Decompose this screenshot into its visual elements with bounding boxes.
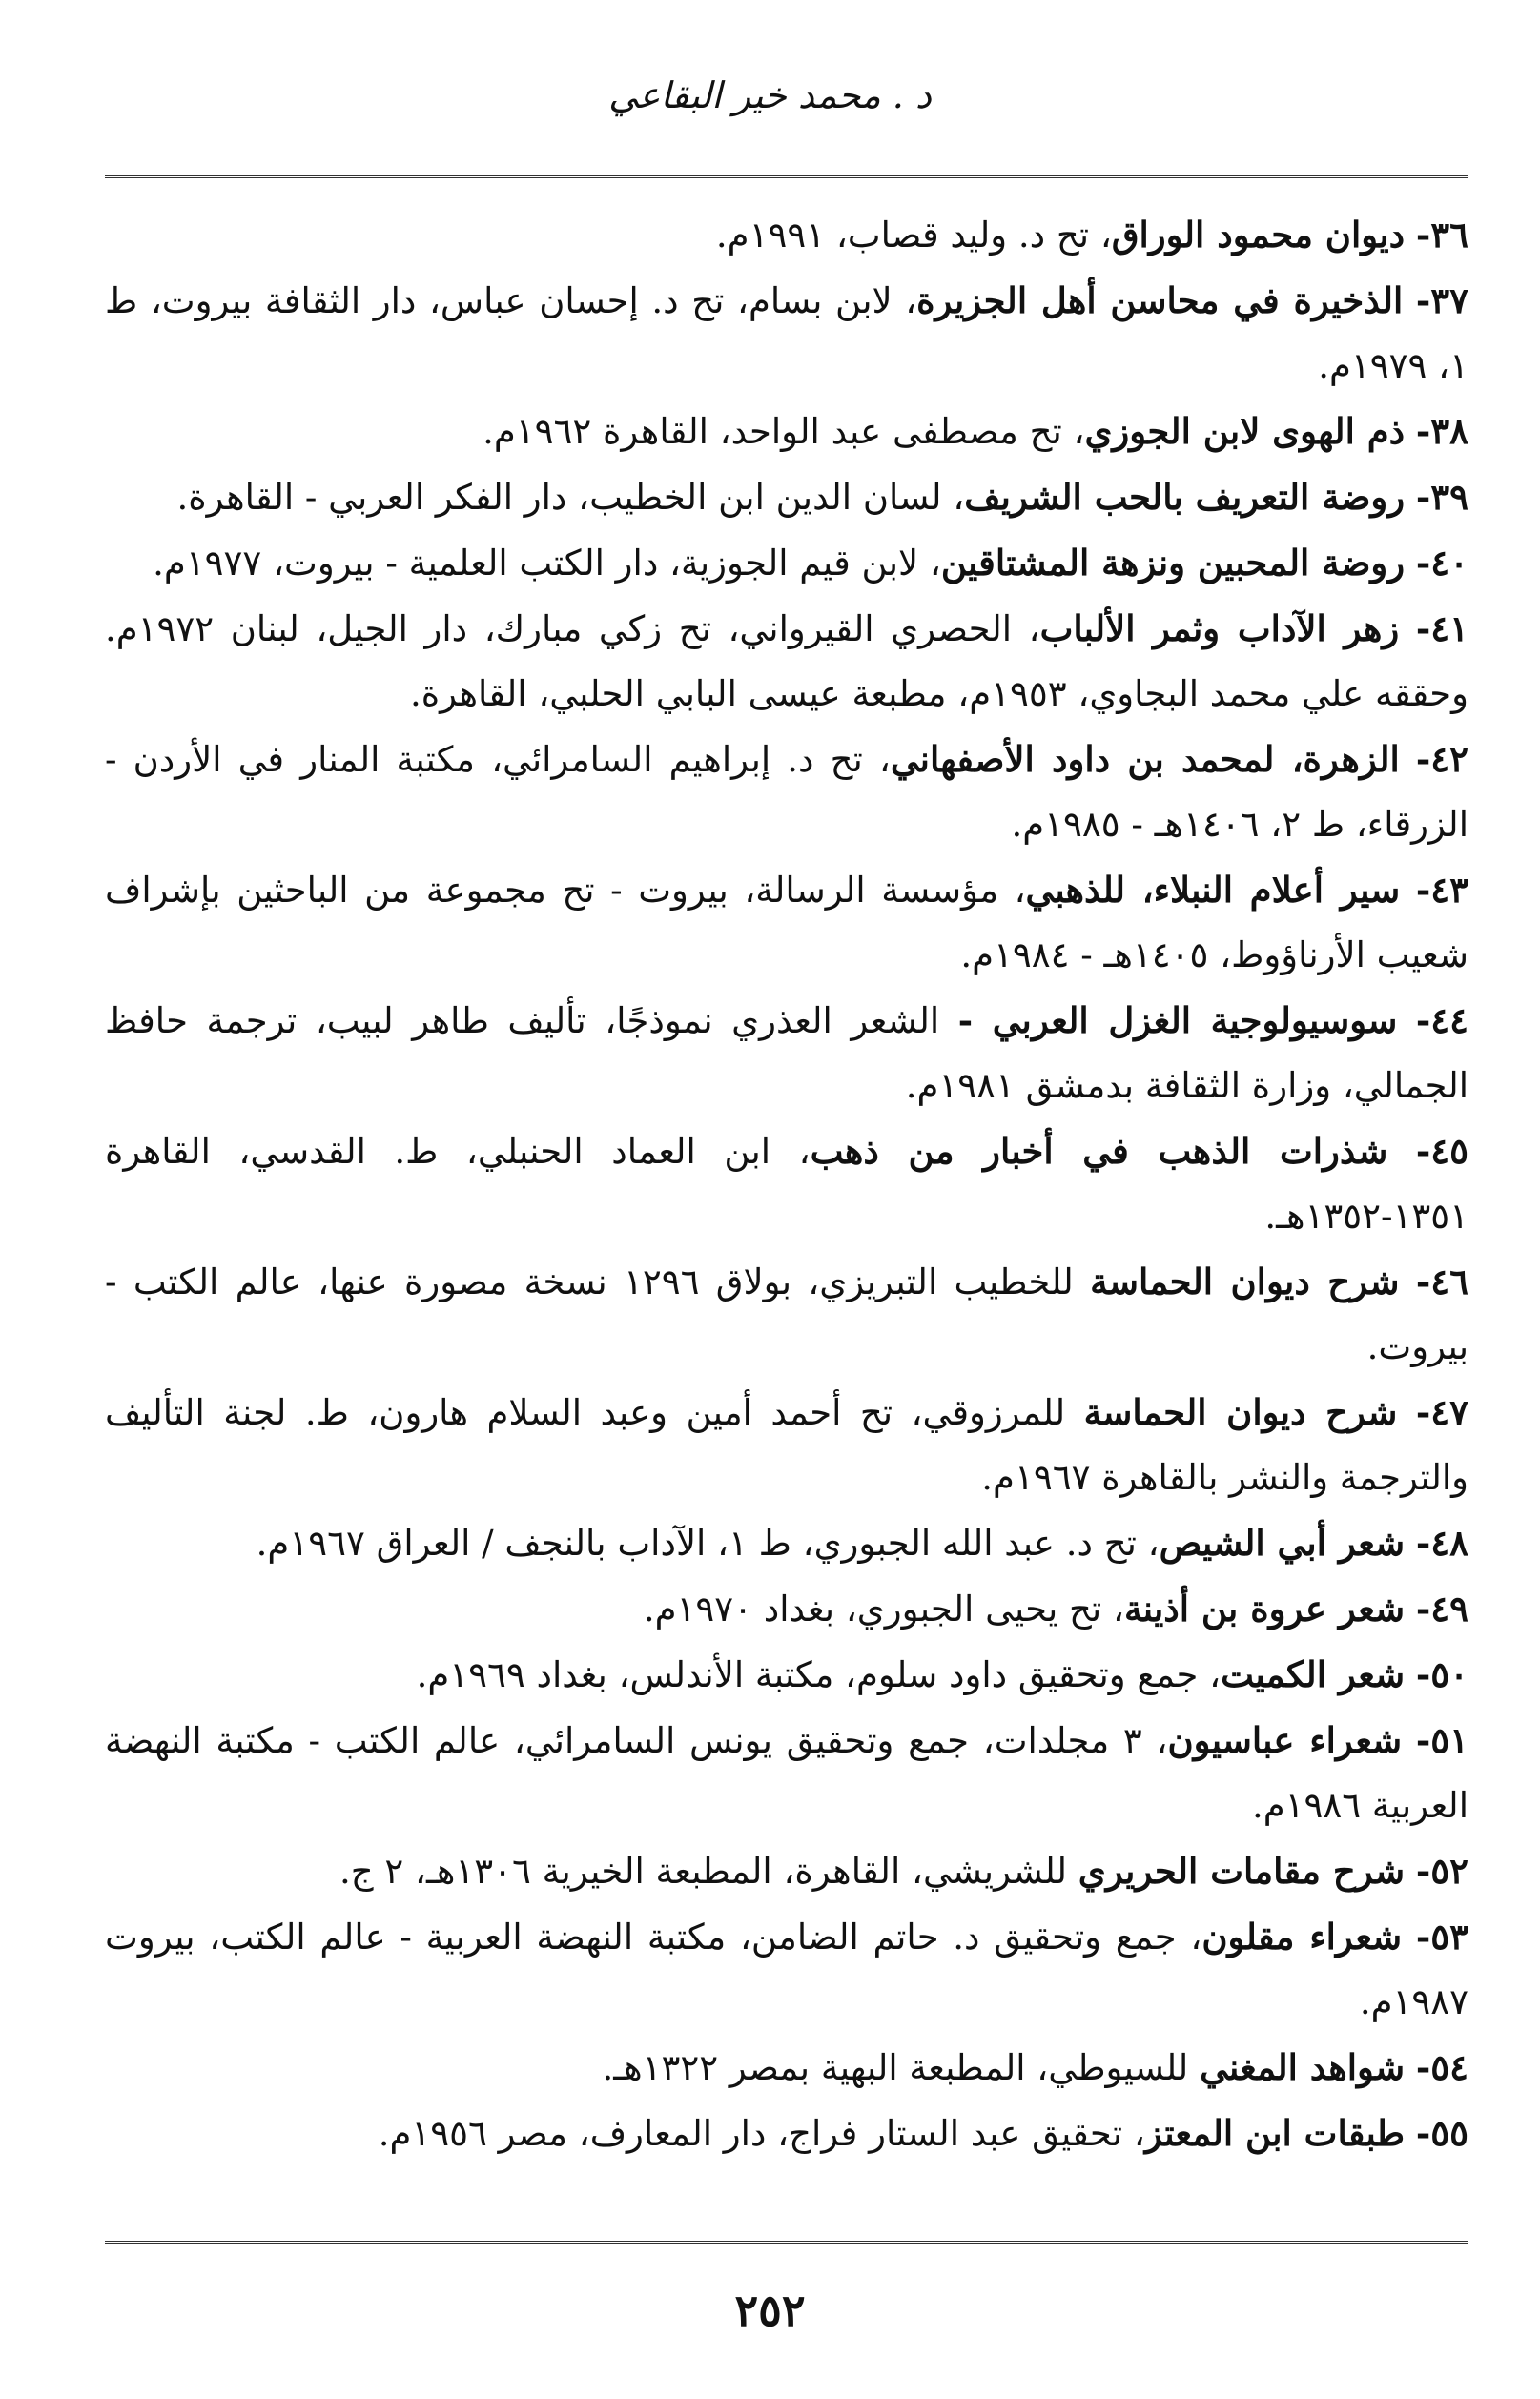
entry-number: ٤٨- (1415, 1522, 1468, 1564)
entry-title: روضة المحبين ونزهة المشتاقين (940, 542, 1406, 584)
entry-title: شرح مقامات الحريري (1078, 1850, 1406, 1892)
entry-details: الشعر العذري نموذجًا، تأليف طاهر لبيب، ترجمة حافظ الجمالي، وزارة الثقافة بدمشق ١٩٨١م. (105, 1000, 1468, 1106)
entry-number: ٥٤- (1415, 2046, 1468, 2088)
bibliography-entry (105, 1576, 1468, 1642)
entry-details: ، تحقيق عبد الستار فراج، دار المعارف، مصر ١٩٥٦م. (378, 2113, 1145, 2154)
bibliography-entry (105, 399, 1468, 464)
entry-number: ٤٥- (1415, 1130, 1469, 1172)
entry-details: ، جمع وتحقيق داود سلوم، مكتبة الأندلس، بغداد ١٩٦٩م. (416, 1654, 1222, 1695)
entry-title: زهر الآداب وثمر الألباب (1039, 607, 1400, 649)
entry-title: ديوان محمود الوراق (1111, 214, 1406, 256)
bibliography-entry (105, 1904, 1468, 2035)
entry-number: ٣٩- (1415, 476, 1468, 518)
bibliography-list (105, 202, 1468, 2166)
entry-details: ، تح د. إبراهيم السامرائي، مكتبة المنار في الأردن - الزرقاء، ط ٢، ١٤٠٦هـ - ١٩٨٥م. (105, 739, 1468, 845)
entry-details: للسيوطي، المطبعة البهية بمصر ١٣٢٢هـ. (602, 2047, 1201, 2088)
bibliography-entry (105, 530, 1468, 596)
entry-title: سير أعلام النبلاء، للذهبي (1025, 869, 1401, 911)
bibliography-entry (105, 464, 1468, 530)
entry-number: ٥٥- (1415, 2112, 1468, 2154)
entry-number: ٣٧- (1415, 279, 1468, 321)
entry-title: شرح ديوان الحماسة (1083, 1391, 1398, 1433)
entry-title: شعر عروة بن أذينة (1123, 1588, 1406, 1630)
entry-details: للشريشي، القاهرة، المطبعة الخيرية ١٣٠٦هـ، ٢ ج. (339, 1851, 1078, 1892)
bibliography-entry (105, 1118, 1468, 1249)
entry-details: ، ٣ مجلدات، جمع وتحقيق يونس السامرائي، عالم الكتب - مكتبة النهضة العربية ١٩٨٦م. (105, 1720, 1468, 1826)
entry-number: ٤٣- (1415, 869, 1468, 911)
entry-details: ، الحصري القيرواني، تح زكي مبارك، دار الجيل، لبنان ١٩٧٢م. وحققه علي محمد البجاوي، ١٩٥٣م، مطبعة عيسى البابي الحلبي، القاهرة. (105, 608, 1468, 714)
entry-details: ، تح يحيى الجبوري، بغداد ١٩٧٠م. (643, 1589, 1124, 1630)
entry-number: ٤٠- (1415, 542, 1468, 584)
bibliography-entry (105, 1642, 1468, 1708)
entry-details: ، لابن قيم الجوزية، دار الكتب العلمية - بيروت، ١٩٧٧م. (153, 543, 941, 584)
bibliography-entry (105, 1249, 1468, 1380)
bibliography-entry (105, 1708, 1468, 1838)
bibliography-entry (105, 1380, 1468, 1510)
entry-details: للمرزوقي، تح أحمد أمين وعبد السلام هارون، ط. لجنة التأليف والترجمة والنشر بالقاهرة ١٩٦٧م. (105, 1392, 1468, 1498)
entry-number: ٥٢- (1415, 1850, 1468, 1892)
page-number: ٢٥٢ (734, 2285, 806, 2336)
entry-title: شعر الكميت (1221, 1653, 1406, 1695)
entry-details: للخطيب التبريزي، بولاق ١٢٩٦ نسخة مصورة عنها، عالم الكتب - بيروت. (105, 1261, 1468, 1367)
entry-details: ، ابن العماد الحنبلي، ط. القدسي، القاهرة ١٣٥١-١٣٥٢هـ. (105, 1131, 1468, 1237)
entry-title: طبقات ابن المعتز (1144, 2112, 1406, 2154)
bibliography-entry (105, 1510, 1468, 1576)
entry-details: ، مؤسسة الرسالة، بيروت - تح مجموعة من الباحثين بإشراف شعيب الأرناؤوط، ١٤٠٥هـ - ١٩٨٤م. (105, 870, 1468, 975)
entry-number: ٤٤- (1415, 999, 1468, 1041)
entry-details: ، لابن بسام، تح د. إحسان عباس، دار الثقافة بيروت، ط ١، ١٩٧٩م. (105, 280, 1468, 386)
entry-number: ٥٠- (1415, 1653, 1468, 1695)
bibliography-entry (105, 596, 1468, 727)
entry-details: ، تح مصطفى عبد الواحد، القاهرة ١٩٦٢م. (483, 411, 1085, 452)
bibliography-entry (105, 727, 1468, 857)
entry-number: ٤٦- (1415, 1261, 1469, 1302)
entry-number: ٣٦- (1415, 214, 1468, 256)
bibliography-entry (105, 2035, 1468, 2101)
entry-title: شواهد المغني (1200, 2046, 1406, 2088)
footer-divider (105, 2241, 1468, 2244)
entry-number: ٤٧- (1415, 1391, 1469, 1433)
bibliography-entry (105, 2101, 1468, 2166)
entry-title: شرح ديوان الحماسة (1090, 1261, 1400, 1302)
entry-number: ٥١- (1415, 1719, 1469, 1761)
running-head: د . محمد خير البقاعي (608, 74, 932, 116)
bibliography-entry (105, 857, 1468, 988)
entry-title: شعراء عباسيون (1167, 1719, 1403, 1761)
bibliography-entry (105, 202, 1468, 268)
entry-title: شذرات الذهب في أخبار من ذهب (810, 1130, 1388, 1172)
entry-title: شعراء مقلون (1201, 1916, 1403, 1958)
entry-title: شعر أبي الشيص (1159, 1522, 1406, 1564)
bibliography-entry (105, 1838, 1468, 1904)
header-divider (105, 175, 1468, 178)
entry-title: روضة التعريف بالحب الشريف (964, 476, 1406, 518)
entry-title: ذم الهوى لابن الجوزي (1084, 410, 1406, 452)
entry-number: ٤٢- (1415, 738, 1469, 780)
entry-details: ، تح د. وليد قصاب، ١٩٩١م. (715, 215, 1112, 256)
entry-details: ، لسان الدين ابن الخطيب، دار الفكر العربي - القاهرة. (176, 477, 965, 518)
entry-title: سوسيولوجية الغزل العربي - (957, 999, 1398, 1041)
entry-number: ٤١- (1415, 607, 1468, 649)
entry-number: ٤٩- (1415, 1588, 1468, 1630)
entry-title: الزهرة، لمحمد بن داود الأصفهاني (890, 738, 1400, 780)
entry-details: ، جمع وتحقيق د. حاتم الضامن، مكتبة النهضة العربية - عالم الكتب، بيروت ١٩٨٧م. (105, 1917, 1468, 2022)
bibliography-entry (105, 988, 1468, 1118)
entry-number: ٥٣- (1415, 1916, 1469, 1958)
entry-number: ٣٨- (1415, 410, 1468, 452)
entry-details: ، تح د. عبد الله الجبوري، ط ١، الآداب بالنجف / العراق ١٩٦٧م. (256, 1523, 1160, 1564)
bibliography-entry (105, 268, 1468, 399)
entry-title: الذخيرة في محاسن أهل الجزيرة (916, 279, 1404, 321)
